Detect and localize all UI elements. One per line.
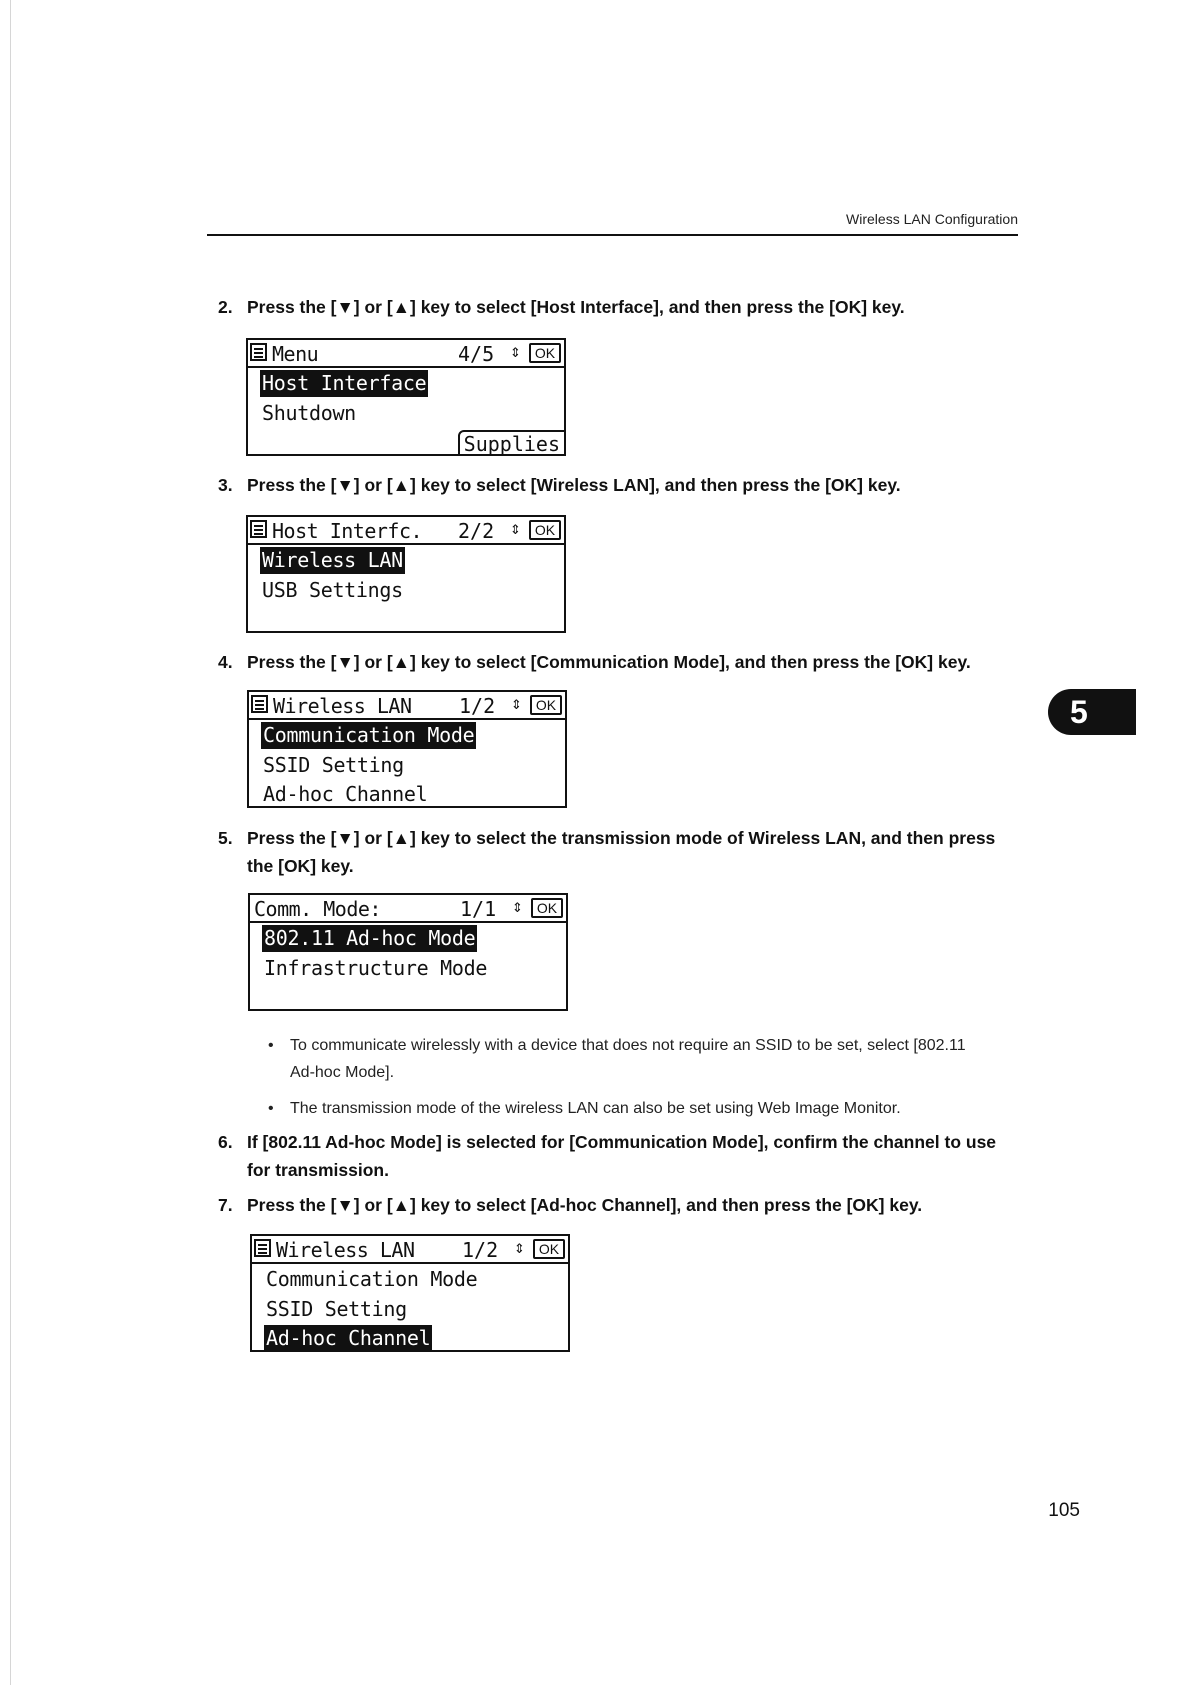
note-bullet-2	[268, 1095, 1020, 1122]
lcd-screen-host-interface	[246, 515, 566, 633]
scan-edge-line	[10, 0, 11, 1685]
lcd-softkey: Supplies	[458, 430, 566, 456]
step-6	[218, 1128, 1018, 1184]
step-text: Press the [▼] or [▲] key to select [Ad-hoc Channel], and then press the [OK] key.	[247, 1195, 923, 1215]
step-text: Press the [▼] or [▲] key to select [Communication Mode], and then press the [OK] key.	[247, 652, 971, 672]
step-number: 2.	[218, 297, 233, 317]
lcd-item-selected: 802.11 Ad-hoc Mode	[264, 926, 476, 950]
lcd-page-indicator: 1/2	[459, 694, 496, 718]
updown-arrow-icon: ⇕	[512, 896, 523, 917]
bullet-text: The transmission mode of the wireless LAN can also be set using Web Image Monitor.	[290, 1100, 901, 1117]
step-2	[218, 293, 1018, 321]
ok-key-icon: OK	[529, 343, 561, 363]
chapter-tab: 5	[1048, 689, 1136, 735]
lcd-screen-wireless-lan	[247, 690, 567, 808]
lcd-item-selected: Wireless LAN	[262, 548, 403, 572]
step-5	[218, 824, 1018, 880]
bullet-text-continued: Ad-hoc Mode].	[290, 1064, 395, 1081]
step-text-continued: the [OK] key.	[247, 856, 354, 876]
lcd-page-indicator: 1/2	[462, 1238, 499, 1262]
step-text: If [802.11 Ad-hoc Mode] is selected for [Communication Mode], confirm the channel to use	[247, 1132, 997, 1152]
lcd-screen-comm-mode	[248, 893, 568, 1011]
header-rule	[207, 234, 1018, 236]
lcd-title-bar	[248, 517, 564, 545]
lcd-item-selected: Host Interface	[262, 371, 427, 395]
step-number: 5.	[218, 828, 233, 848]
step-text: Press the [▼] or [▲] key to select the transmission mode of Wireless LAN, and then press	[247, 828, 996, 848]
updown-arrow-icon: ⇕	[510, 518, 521, 539]
running-header: Wireless LAN Configuration	[846, 211, 1018, 227]
step-3	[218, 471, 1018, 499]
updown-arrow-icon: ⇕	[514, 1237, 525, 1258]
lcd-title-bar	[248, 340, 564, 368]
lcd-screen-wireless-lan-adhoc	[250, 1234, 570, 1352]
menu-icon	[254, 1239, 271, 1257]
lcd-item: Shutdown	[262, 401, 356, 425]
lcd-title: Menu	[272, 342, 319, 366]
updown-arrow-icon: ⇕	[510, 341, 521, 362]
step-number: 6.	[218, 1132, 233, 1152]
lcd-page-indicator: 2/2	[458, 519, 495, 543]
lcd-item: Ad-hoc Channel	[263, 782, 428, 806]
lcd-item: Communication Mode	[266, 1267, 478, 1291]
lcd-item-selected: Ad-hoc Channel	[266, 1326, 431, 1350]
lcd-item: Infrastructure Mode	[264, 956, 488, 980]
bullet-text: To communicate wirelessly with a device that does not require an SSID to be set, select [802.11	[290, 1037, 966, 1054]
step-number: 3.	[218, 475, 233, 495]
menu-icon	[251, 695, 268, 713]
step-7	[218, 1191, 1018, 1219]
step-text: Press the [▼] or [▲] key to select [Host Interface], and then press the [OK] key.	[247, 297, 905, 317]
step-text-continued: for transmission.	[247, 1160, 389, 1180]
menu-icon	[250, 343, 267, 361]
lcd-title-bar	[252, 1236, 568, 1264]
lcd-page-indicator: 1/1	[460, 897, 497, 921]
lcd-title: Host Interfc.	[272, 519, 423, 543]
lcd-title: Comm. Mode:	[254, 897, 381, 921]
lcd-item: SSID Setting	[263, 753, 404, 777]
lcd-title-bar	[249, 692, 565, 720]
lcd-title-bar	[250, 895, 566, 923]
step-number: 4.	[218, 652, 233, 672]
ok-key-icon: OK	[529, 520, 561, 540]
lcd-item-selected: Communication Mode	[263, 723, 475, 747]
menu-icon	[250, 520, 267, 538]
ok-key-icon: OK	[533, 1239, 565, 1259]
step-4	[218, 648, 1018, 676]
note-bullet-1	[268, 1032, 1020, 1086]
bullet-icon: •	[268, 1037, 274, 1054]
updown-arrow-icon: ⇕	[511, 693, 522, 714]
bullet-icon: •	[268, 1100, 274, 1117]
lcd-title: Wireless LAN	[273, 694, 412, 718]
lcd-screen-menu	[246, 338, 566, 456]
step-number: 7.	[218, 1195, 233, 1215]
ok-key-icon: OK	[531, 898, 563, 918]
lcd-item: SSID Setting	[266, 1297, 407, 1321]
step-text: Press the [▼] or [▲] key to select [Wireless LAN], and then press the [OK] key.	[247, 475, 901, 495]
lcd-page-indicator: 4/5	[458, 342, 495, 366]
lcd-title: Wireless LAN	[276, 1238, 415, 1262]
lcd-item: USB Settings	[262, 578, 403, 602]
page-number: 105	[1048, 1500, 1080, 1521]
ok-key-icon: OK	[530, 695, 562, 715]
